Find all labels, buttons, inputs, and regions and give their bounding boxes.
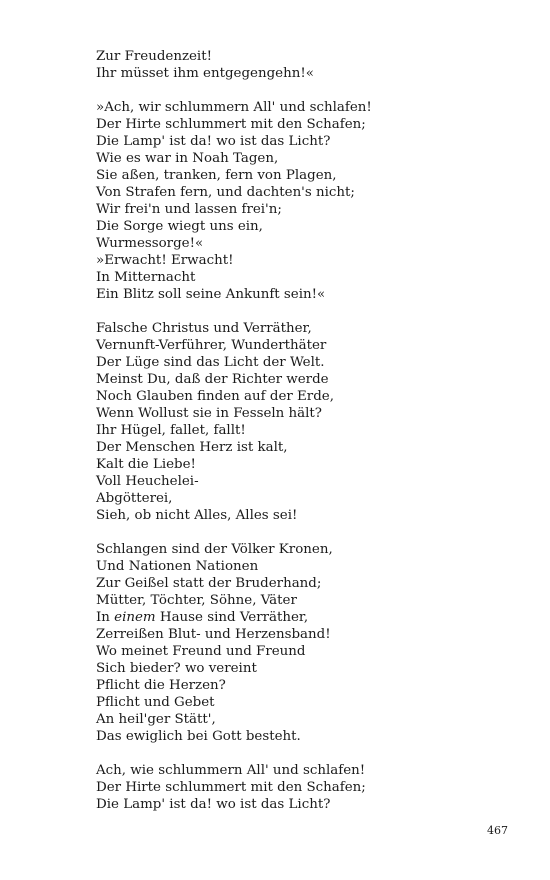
poem-line: Der Lüge sind das Licht der Welt.: [96, 355, 325, 370]
poem-line: Die Lamp' ist da! wo ist das Licht?: [96, 134, 331, 149]
poem-line: Voll Heuchelei-: [96, 474, 199, 489]
poem-line: Noch Glauben finden auf der Erde,: [96, 389, 334, 404]
poem-line: Ihr Hügel, fallet, fallt!: [96, 423, 246, 438]
poem-line: Schlangen sind der Völker Kronen,: [96, 542, 333, 557]
poem-line: Sieh, ob nicht Alles, Alles sei!: [96, 508, 298, 523]
poem-line: Sie aßen, tranken, fern von Plagen,: [96, 168, 337, 183]
poem-line: Zur Freudenzeit!: [96, 49, 212, 64]
poem-line: Falsche Christus und Verräther,: [96, 321, 312, 336]
stanza: [96, 541, 516, 745]
poem-line: Und Nationen Nationen: [96, 559, 259, 574]
poem-line: Kalt die Liebe!: [96, 457, 196, 472]
emphasized-word: einem: [114, 610, 156, 625]
poem-line: Der Hirte schlummert mit den Schafen;: [96, 117, 366, 132]
line-segment: In: [96, 610, 115, 625]
poem-line: Die Sorge wiegt uns ein,: [96, 219, 263, 234]
poem-line: Pflicht die Herzen?: [96, 678, 226, 693]
poem-line: »Erwacht! Erwacht!: [96, 253, 234, 268]
poem-line: [96, 609, 516, 626]
stanza: [96, 320, 516, 524]
poem-line: »Ach, wir schlummern All' und schlafen!: [96, 100, 372, 115]
poem-line: Meinst Du, daß der Richter werde: [96, 372, 329, 387]
poem-line: Zerreißen Blut- und Herzensband!: [96, 627, 331, 642]
poem-line: Die Lamp' ist da! wo ist das Licht?: [96, 797, 331, 812]
poem-line: Wie es war in Noah Tagen,: [96, 151, 279, 166]
poem-line: Der Menschen Herz ist kalt,: [96, 440, 288, 455]
line-segment: Hause sind Verräther,: [155, 610, 309, 625]
poem-line: Ein Blitz soll seine Ankunft sein!«: [96, 287, 326, 302]
poem-line: Wo meinet Freund und Freund: [96, 644, 306, 659]
stanza: [96, 48, 516, 82]
poem-line: Ihr müsset ihm entgegengehn!«: [96, 66, 314, 81]
poem-line: Der Hirte schlummert mit den Schafen;: [96, 780, 366, 795]
poem-line: Wurmessorge!«: [96, 236, 204, 251]
poem-line: Ach, wie schlummern All' und schlafen!: [96, 763, 366, 778]
poem-line: In Mitternacht: [96, 270, 196, 285]
poem-line: Abgötterei,: [96, 491, 173, 506]
poem-line: Pflicht und Gebet: [96, 695, 215, 710]
poem-line: An heil'ger Stätt',: [96, 712, 216, 727]
poem-line: Vernunft-Verführer, Wunderthäter: [96, 338, 327, 353]
page-number: 467: [487, 824, 508, 837]
poem-line: Mütter, Töchter, Söhne, Väter: [96, 593, 297, 608]
poem-line: Von Strafen fern, und dachten's nicht;: [96, 185, 355, 200]
poem-line: Wenn Wollust sie in Fesseln hält?: [96, 406, 322, 421]
poem-line: Wir frei'n und lassen frei'n;: [96, 202, 282, 217]
poem-line: Das ewiglich bei Gott besteht.: [96, 729, 301, 744]
stanza: [96, 99, 516, 303]
stanza: [96, 762, 516, 813]
poem-line: Zur Geißel statt der Bruderhand;: [96, 576, 322, 591]
poem-line: Sich bieder? wo vereint: [96, 661, 257, 676]
poem-text: [96, 48, 516, 830]
